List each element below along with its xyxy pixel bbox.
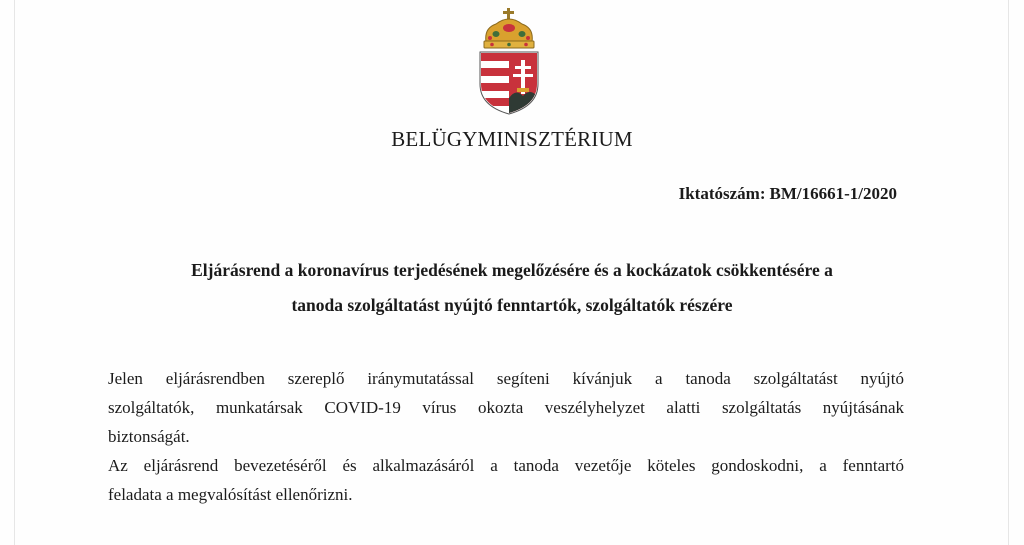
paragraph-line: biztonságát. xyxy=(108,427,190,446)
hungarian-coat-of-arms-icon xyxy=(476,8,542,116)
document-title-line-2: tanoda szolgáltatást nyújtó fenntartók, szolgáltatók részére xyxy=(291,295,733,315)
ministry-name: BELÜGYMINISZTÉRIUM xyxy=(391,127,633,151)
document-title-line-1: Eljárásrend a koronavírus terjedésének megelőzésére és a kockázatok csökkentésére a xyxy=(191,260,833,280)
paragraph-line: Az eljárásrend bevezetéséről és alkalmazásáról a tanoda vezetője köteles gondoskodni, a fenntartó xyxy=(108,456,904,475)
paragraph-line: szolgáltatók, munkatársak COVID-19 vírus okozta veszélyhelyzet alatti szolgáltatás nyújtásának xyxy=(108,398,904,417)
registration-label: Iktatószám: xyxy=(678,184,766,203)
paragraph-line: feladata a megvalósítást ellenőrizni. xyxy=(108,485,353,504)
body-paragraph-2 xyxy=(108,451,904,509)
registration-number xyxy=(679,184,897,204)
registration-value: BM/16661-1/2020 xyxy=(769,184,897,203)
body-paragraph-1 xyxy=(108,364,904,451)
paragraph-line: Jelen eljárásrendben szereplő iránymutatással segíteni kívánjuk a tanoda szolgáltatást nyújtó xyxy=(108,369,904,388)
